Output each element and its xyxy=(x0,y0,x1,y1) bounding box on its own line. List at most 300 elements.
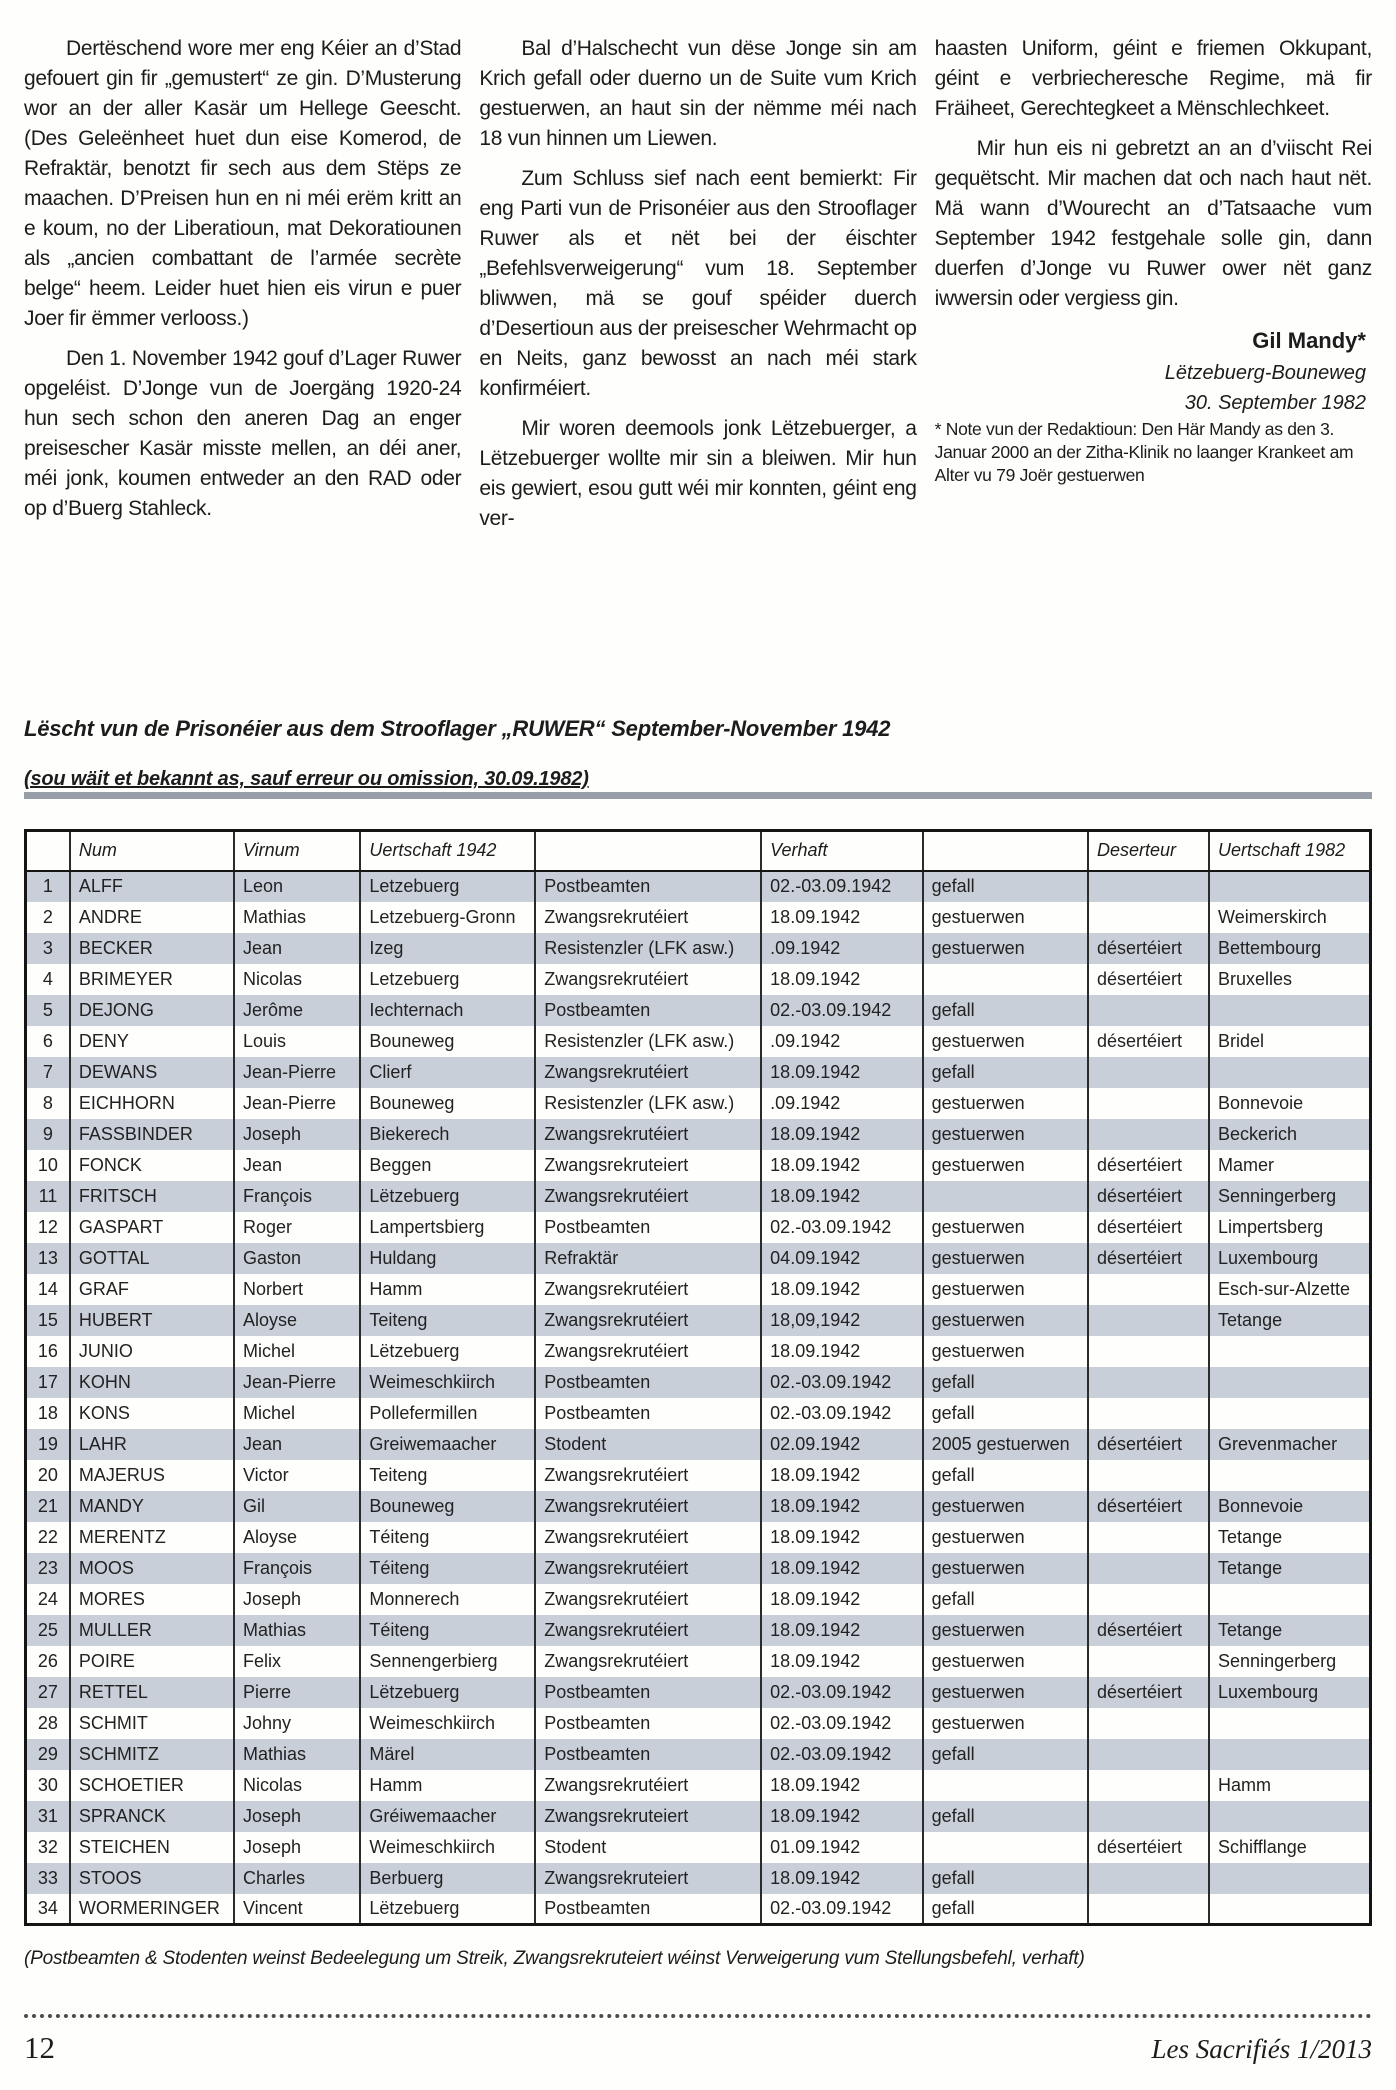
table-cell: Mathias xyxy=(234,1615,360,1646)
table-cell: Tetange xyxy=(1218,1526,1283,1547)
table-cell: Roger xyxy=(234,1212,360,1243)
table-cell: Johny xyxy=(234,1708,360,1739)
table-cell: 18.09.1942 xyxy=(761,1119,922,1150)
signature-block xyxy=(935,324,1366,418)
table-row xyxy=(26,1522,1371,1553)
table-cell: 18.09.1942 xyxy=(761,1584,922,1615)
table-cell: François xyxy=(234,1181,360,1212)
table-cell: GRAF xyxy=(70,1274,234,1305)
table-cell: STEICHEN xyxy=(70,1832,234,1863)
table-cell xyxy=(1209,1460,1370,1491)
author-place: Lëtzebuerg-Bouneweg xyxy=(1164,362,1366,384)
table-cell: 6 xyxy=(26,1026,70,1057)
table-cell: Zwangsrekrutéiert xyxy=(535,964,761,995)
table-cell: WORMERINGER xyxy=(70,1894,234,1925)
table-row xyxy=(26,1181,1371,1212)
article-column-3 xyxy=(935,34,1372,497)
table-cell: gestuerwen xyxy=(923,1553,1088,1584)
table-cell: Michel xyxy=(234,1398,360,1429)
table-cell: Tetange xyxy=(1218,1619,1283,1640)
table-cell: Zwangsrekrutéiert xyxy=(535,1553,761,1584)
table-cell: BECKER xyxy=(70,933,234,964)
table-cell: GASPART xyxy=(70,1212,234,1243)
table-cell xyxy=(1088,871,1209,902)
table-cell: Resistenzler (LFK asw.) xyxy=(535,1026,761,1057)
table-note: (Postbeamten & Stodenten weinst Bedeelegung um Streik, Zwangsrekruteiert wéinst Verweigerung vum Stellungsbefehl, verhaft) xyxy=(24,1948,1085,1969)
table-cell: MERENTZ xyxy=(70,1522,234,1553)
table-cell: Hamm xyxy=(360,1274,535,1305)
table-cell: gefall xyxy=(923,995,1088,1026)
table-cell: Limpertsberg xyxy=(1218,1216,1324,1237)
table-row xyxy=(26,1863,1371,1894)
table-cell: FRITSCH xyxy=(70,1181,234,1212)
table-cell: Zwangsrekrutéiert xyxy=(535,1336,761,1367)
table-cell: Biekerech xyxy=(360,1119,535,1150)
table-cell: 17 xyxy=(26,1367,70,1398)
table-cell xyxy=(1088,1522,1209,1553)
table-cell: 02.-03.09.1942 xyxy=(761,871,922,902)
table-row xyxy=(26,1398,1371,1429)
table-row xyxy=(26,1615,1371,1646)
author-name: Gil Mandy* xyxy=(1252,328,1366,353)
table-row xyxy=(26,1801,1371,1832)
column-header-uertschaft-1982: Uertschaft 1982 xyxy=(1209,831,1370,871)
table-cell: Joseph xyxy=(234,1832,360,1863)
table-cell: Postbeamten xyxy=(535,1739,761,1770)
table-cell: Bouneweg xyxy=(360,1026,535,1057)
article-columns xyxy=(24,34,1372,696)
table-cell: Jean xyxy=(234,1150,360,1181)
table-cell: 9 xyxy=(26,1119,70,1150)
table-row xyxy=(26,1646,1371,1677)
table-cell: 02.-03.09.1942 xyxy=(761,1739,922,1770)
table-cell xyxy=(1088,1708,1209,1739)
table-cell: Zwangsrekrutéiert xyxy=(535,1615,761,1646)
table-cell: Jean-Pierre xyxy=(234,1088,360,1119)
table-cell: Lampertsbierg xyxy=(360,1212,535,1243)
table-cell: désertéiert xyxy=(1088,1026,1209,1057)
table-row xyxy=(26,1770,1371,1801)
table-cell: DEJONG xyxy=(70,995,234,1026)
table-cell: DEWANS xyxy=(70,1057,234,1088)
table-cell: Postbeamten xyxy=(535,1708,761,1739)
table-cell: Postbeamten xyxy=(535,1677,761,1708)
table-cell: Zwangsrekruteiert xyxy=(535,1150,761,1181)
table-cell: gefall xyxy=(923,871,1088,902)
paragraph: Mir woren deemools jonk Lëtzebuerger, a Lëtzebuerger wollte mir sin a bleiwen. Mir hun eis gewiert, esou gutt wéi mir konnten, géint eng ver- xyxy=(479,417,917,530)
table-subtitle: (sou wäit et bekannt as, sauf erreur ou omission, 30.09.1982) xyxy=(24,768,589,790)
table-row xyxy=(26,1894,1371,1925)
table-cell: désertéiert xyxy=(1088,1615,1209,1646)
table-cell: 31 xyxy=(26,1801,70,1832)
table-row xyxy=(26,1708,1371,1739)
table-cell: 4 xyxy=(26,964,70,995)
table-cell: Letzebuerg xyxy=(360,964,535,995)
table-cell xyxy=(923,1181,1088,1212)
table-cell xyxy=(1088,1398,1209,1429)
table-cell: Vincent xyxy=(234,1894,360,1925)
table-cell: gestuerwen xyxy=(923,1119,1088,1150)
table-cell: Norbert xyxy=(234,1274,360,1305)
table-row xyxy=(26,964,1371,995)
table-cell: MAJERUS xyxy=(70,1460,234,1491)
table-cell: Izeg xyxy=(360,933,535,964)
page-footer xyxy=(24,2014,1372,2066)
column-header-uertschaft-1942: Uertschaft 1942 xyxy=(360,831,535,871)
table-cell: Senningerberg xyxy=(1218,1185,1337,1206)
table-cell: Zwangsrekrutéiert xyxy=(535,1491,761,1522)
table-cell: Esch-sur-Alzette xyxy=(1218,1278,1351,1299)
table-row xyxy=(26,1150,1371,1181)
table-cell: Bridel xyxy=(1218,1030,1265,1051)
table-cell: Letzebuerg xyxy=(360,871,535,902)
paragraph: haasten Uniform, géint e friemen Okkupant, géint e verbriecheresche Regime, mä fir Fräiheet, Gerechtegkeet a Mënschlechkeet. xyxy=(934,37,1372,120)
table-cell: POIRE xyxy=(70,1646,234,1677)
table-cell: Postbeamten xyxy=(535,995,761,1026)
table-cell: 18.09.1942 xyxy=(761,1460,922,1491)
table-cell: Zwangsrekrutéiert xyxy=(535,902,761,933)
table-cell: Clierf xyxy=(360,1057,535,1088)
table-cell: Weimeschkiirch xyxy=(360,1832,535,1863)
author-date: 30. September 1982 xyxy=(1184,392,1366,414)
table-cell: Téiteng xyxy=(360,1553,535,1584)
table-cell: MULLER xyxy=(70,1615,234,1646)
table-body xyxy=(26,871,1371,1925)
table-cell: Zwangsrekrutéiert xyxy=(535,1770,761,1801)
table-row xyxy=(26,1491,1371,1522)
table-cell: 19 xyxy=(26,1429,70,1460)
table-cell: 18 xyxy=(26,1398,70,1429)
table-cell: 15 xyxy=(26,1305,70,1336)
table-cell xyxy=(1088,902,1209,933)
table-cell xyxy=(1088,1584,1209,1615)
table-cell: Luxembourg xyxy=(1218,1247,1319,1268)
table-cell: 02.-03.09.1942 xyxy=(761,995,922,1026)
table-cell xyxy=(923,1832,1088,1863)
table-cell: 02.-03.09.1942 xyxy=(761,1894,922,1925)
table-cell: gestuerwen xyxy=(923,1305,1088,1336)
table-cell xyxy=(1088,1770,1209,1801)
table-cell: Gaston xyxy=(234,1243,360,1274)
table-cell: gestuerwen xyxy=(923,1026,1088,1057)
table-cell: Nicolas xyxy=(234,1770,360,1801)
table-cell: Teiteng xyxy=(360,1305,535,1336)
table-cell: RETTEL xyxy=(70,1677,234,1708)
table-cell: 26 xyxy=(26,1646,70,1677)
table-cell: 02.09.1942 xyxy=(761,1429,922,1460)
table-cell: 2005 gestuerwen xyxy=(923,1429,1088,1460)
table-cell: Mamer xyxy=(1218,1154,1275,1175)
table-cell: Bouneweg xyxy=(360,1088,535,1119)
table-cell: Bouneweg xyxy=(360,1491,535,1522)
table-cell xyxy=(1209,1801,1370,1832)
table-cell: Jean-Pierre xyxy=(234,1057,360,1088)
table-row xyxy=(26,1553,1371,1584)
table-cell: Stodent xyxy=(535,1832,761,1863)
table-cell: Bonnevoie xyxy=(1218,1092,1304,1113)
table-row xyxy=(26,1460,1371,1491)
table-cell: Bettembourg xyxy=(1218,937,1322,958)
table-row xyxy=(26,1739,1371,1770)
table-cell: 18.09.1942 xyxy=(761,1770,922,1801)
table-cell: désertéiert xyxy=(1088,1429,1209,1460)
table-cell: 02.-03.09.1942 xyxy=(761,1212,922,1243)
table-cell: gefall xyxy=(923,1863,1088,1894)
table-cell: désertéiert xyxy=(1088,933,1209,964)
table-row xyxy=(26,1026,1371,1057)
table-cell: François xyxy=(234,1553,360,1584)
table-cell: 20 xyxy=(26,1460,70,1491)
table-cell: Luxembourg xyxy=(1218,1681,1319,1702)
table-cell: 10 xyxy=(26,1150,70,1181)
table-cell: MOOS xyxy=(70,1553,234,1584)
table-cell: .09.1942 xyxy=(761,1088,922,1119)
table-cell: Teiteng xyxy=(360,1460,535,1491)
table-cell xyxy=(1209,1398,1370,1429)
table-cell: Gil xyxy=(234,1491,360,1522)
paragraph: Den 1. November 1942 gouf d’Lager Ruwer opgeléist. D’Jonge vun de Joergäng 1920-24 hun sech schon den aneren Dag an enger preisescher Kasär misste mellen, an déi aner, méi jonk, koumen entweder an den RAD oder op d’Buerg Stahleck. xyxy=(24,347,462,520)
table-cell: gefall xyxy=(923,1460,1088,1491)
column-header-blank xyxy=(535,831,761,871)
table-cell xyxy=(1209,1057,1370,1088)
table-cell: Jean-Pierre xyxy=(234,1367,360,1398)
table-row xyxy=(26,902,1371,933)
table-cell: 18.09.1942 xyxy=(761,1615,922,1646)
table-row xyxy=(26,1367,1371,1398)
table-cell: Lëtzebuerg xyxy=(360,1181,535,1212)
table-cell: Zwangsrekrutéiert xyxy=(535,1119,761,1150)
table-cell xyxy=(1088,1088,1209,1119)
table-cell xyxy=(1088,995,1209,1026)
table-row xyxy=(26,1584,1371,1615)
table-title: Lëscht vun de Prisonéier aus dem Strooflager „RUWER“ September-November 1942 xyxy=(24,716,891,741)
table-cell: 12 xyxy=(26,1212,70,1243)
table-cell: Mathias xyxy=(234,902,360,933)
paragraph: Zum Schluss sief nach eent bemierkt: Fir eng Parti vun de Prisonéier aus den Strooflager Ruwer als et nët bei der éischter „Befehlsverweigerung“ vum 18. September bliwwen, mä se gouf spéider duerch d’Desertioun aus der preisescher Wehrmacht op en Neits, ganz bewosst an nach méi stark konfirméiert. xyxy=(479,167,917,400)
table-cell: Lëtzebuerg xyxy=(360,1894,535,1925)
paragraph: Dertëschend wore mer eng Kéier an d’Stad gefouert gin fir „gemustert“ ze gin. D’Musterung wor an der aller Kasär um Hellege Geescht. (Des Geleënheet huet dun eise Komerod, de Refraktär, benotzt fir sech aus dem Stëps ze maachen. D’Preisen hun en ni méi erëm kritt an e koum, no der Liberatioun, mat Dekoratiounen als „ancien combattant de l’armée secrète belge“ heem. Leider huet hien eis virun e puer Joer fir ëmmer verlooss.) xyxy=(24,37,462,330)
table-cell: désertéiert xyxy=(1088,1150,1209,1181)
table-cell: 14 xyxy=(26,1274,70,1305)
table-cell: 18.09.1942 xyxy=(761,1150,922,1181)
table-cell: 21 xyxy=(26,1491,70,1522)
table-cell xyxy=(1209,1863,1370,1894)
table-cell: Greiwemaacher xyxy=(360,1429,535,1460)
table-cell: FASSBINDER xyxy=(70,1119,234,1150)
article-column-2 xyxy=(479,34,916,544)
table-cell: Senningerberg xyxy=(1218,1650,1337,1671)
table-cell: 7 xyxy=(26,1057,70,1088)
table-cell: Resistenzler (LFK asw.) xyxy=(535,933,761,964)
table-cell: désertéiert xyxy=(1088,1832,1209,1863)
table-cell: Zwangsrekruteiert xyxy=(535,1863,761,1894)
table-cell: MANDY xyxy=(70,1491,234,1522)
table-cell: STOOS xyxy=(70,1863,234,1894)
column-header-num: Num xyxy=(70,831,234,871)
table-cell xyxy=(1209,1708,1370,1739)
table-cell: Gréiwemaacher xyxy=(360,1801,535,1832)
table-cell: Téiteng xyxy=(360,1615,535,1646)
table-cell: gestuerwen xyxy=(923,902,1088,933)
table-cell: désertéiert xyxy=(1088,1212,1209,1243)
table-cell: .09.1942 xyxy=(761,1026,922,1057)
table-cell: Sennengerbierg xyxy=(360,1646,535,1677)
table-cell: gestuerwen xyxy=(923,1336,1088,1367)
table-cell: 30 xyxy=(26,1770,70,1801)
article-column-1 xyxy=(24,34,461,534)
table-cell: Bonnevoie xyxy=(1218,1495,1304,1516)
table-cell: KOHN xyxy=(70,1367,234,1398)
table-cell xyxy=(1088,1460,1209,1491)
page-number: 12 xyxy=(24,2030,55,2065)
table-cell: 27 xyxy=(26,1677,70,1708)
table-cell: Postbeamten xyxy=(535,1367,761,1398)
table-cell: Postbeamten xyxy=(535,1398,761,1429)
table-cell: 16 xyxy=(26,1336,70,1367)
table-cell: 2 xyxy=(26,902,70,933)
table-cell: 02.-03.09.1942 xyxy=(761,1398,922,1429)
table-cell: ALFF xyxy=(70,871,234,902)
table-cell: 18.09.1942 xyxy=(761,1181,922,1212)
table-cell: Bruxelles xyxy=(1218,968,1293,989)
table-cell: Mathias xyxy=(234,1739,360,1770)
table-cell: 5 xyxy=(26,995,70,1026)
table-cell: 18.09.1942 xyxy=(761,1491,922,1522)
table-cell: 02.-03.09.1942 xyxy=(761,1367,922,1398)
table-cell xyxy=(1088,1305,1209,1336)
journal-title: Les Sacrifiés 1/2013 xyxy=(1151,2034,1372,2064)
table-cell: gefall xyxy=(923,1739,1088,1770)
table-cell: Joseph xyxy=(234,1801,360,1832)
table-cell: Téiteng xyxy=(360,1522,535,1553)
table-cell: Jerôme xyxy=(234,995,360,1026)
table-cell: Beggen xyxy=(360,1150,535,1181)
table-cell: BRIMEYER xyxy=(70,964,234,995)
table-cell: 18.09.1942 xyxy=(761,1863,922,1894)
table-cell: Zwangsrekrutéiert xyxy=(535,1584,761,1615)
table-cell: Aloyse xyxy=(234,1305,360,1336)
table-cell: gefall xyxy=(923,1057,1088,1088)
table-cell: KONS xyxy=(70,1398,234,1429)
table-cell: Iechternach xyxy=(360,995,535,1026)
table-cell: 34 xyxy=(26,1894,70,1925)
table-cell: Pollefermillen xyxy=(360,1398,535,1429)
table-cell: Leon xyxy=(234,871,360,902)
column-header-blank xyxy=(923,831,1088,871)
table-row xyxy=(26,1119,1371,1150)
table-cell: Weimeschkiirch xyxy=(360,1708,535,1739)
table-cell: 28 xyxy=(26,1708,70,1739)
table-cell: 18.09.1942 xyxy=(761,1553,922,1584)
table-cell xyxy=(1088,1119,1209,1150)
table-cell: gefall xyxy=(923,1398,1088,1429)
table-cell: 11 xyxy=(26,1181,70,1212)
table-row xyxy=(26,1274,1371,1305)
table-cell xyxy=(1088,1274,1209,1305)
table-cell: gefall xyxy=(923,1894,1088,1925)
table-cell: Refraktär xyxy=(535,1243,761,1274)
table-cell: Berbuerg xyxy=(360,1863,535,1894)
table-cell: HUBERT xyxy=(70,1305,234,1336)
table-row xyxy=(26,1243,1371,1274)
table-cell: gestuerwen xyxy=(923,1491,1088,1522)
table-cell: JUNIO xyxy=(70,1336,234,1367)
table-cell: Nicolas xyxy=(234,964,360,995)
table-cell xyxy=(1088,1057,1209,1088)
table-cell: Hamm xyxy=(1218,1774,1272,1795)
table-cell: Aloyse xyxy=(234,1522,360,1553)
table-cell: 02.-03.09.1942 xyxy=(761,1708,922,1739)
table-cell: 1 xyxy=(26,871,70,902)
column-header-blank xyxy=(26,831,70,871)
table-cell: Beckerich xyxy=(1218,1123,1298,1144)
table-row xyxy=(26,1336,1371,1367)
table-cell xyxy=(1088,1863,1209,1894)
table-cell: 18.09.1942 xyxy=(761,902,922,933)
table-cell: Grevenmacher xyxy=(1218,1433,1338,1454)
table-cell: Tetange xyxy=(1218,1557,1283,1578)
table-cell: désertéiert xyxy=(1088,964,1209,995)
table-cell xyxy=(1209,995,1370,1026)
table-cell: 02.-03.09.1942 xyxy=(761,1677,922,1708)
table-row xyxy=(26,933,1371,964)
table-cell: Zwangsrekrutéiert xyxy=(535,1274,761,1305)
table-cell: Michel xyxy=(234,1336,360,1367)
table-cell: gestuerwen xyxy=(923,1615,1088,1646)
table-cell: 01.09.1942 xyxy=(761,1832,922,1863)
table-cell: 18.09.1942 xyxy=(761,1801,922,1832)
table-cell: Stodent xyxy=(535,1429,761,1460)
table-cell: GOTTAL xyxy=(70,1243,234,1274)
table-cell: SPRANCK xyxy=(70,1801,234,1832)
table-cell: 8 xyxy=(26,1088,70,1119)
table-cell: gestuerwen xyxy=(923,1243,1088,1274)
table-cell xyxy=(1088,1367,1209,1398)
table-subtitle-rule xyxy=(24,768,1372,799)
table-cell: Zwangsrekrutéiert xyxy=(535,1305,761,1336)
table-cell: 18.09.1942 xyxy=(761,1646,922,1677)
table-cell xyxy=(923,964,1088,995)
table-cell: 33 xyxy=(26,1863,70,1894)
table-cell: gestuerwen xyxy=(923,1646,1088,1677)
prisoner-table xyxy=(24,829,1372,1926)
table-cell xyxy=(1209,1367,1370,1398)
table-cell: 18.09.1942 xyxy=(761,1274,922,1305)
table-cell: gestuerwen xyxy=(923,1708,1088,1739)
table-cell: 23 xyxy=(26,1553,70,1584)
table-cell: SCHMIT xyxy=(70,1708,234,1739)
table-cell: ANDRE xyxy=(70,902,234,933)
table-cell: Lëtzebuerg xyxy=(360,1677,535,1708)
table-cell: gefall xyxy=(923,1584,1088,1615)
table-cell xyxy=(1209,1584,1370,1615)
table-cell: 25 xyxy=(26,1615,70,1646)
table-cell: gefall xyxy=(923,1801,1088,1832)
table-cell: Zwangsrekrutéiert xyxy=(535,1646,761,1677)
table-cell: Hamm xyxy=(360,1770,535,1801)
table-row xyxy=(26,995,1371,1026)
table-cell xyxy=(1088,1801,1209,1832)
table-row xyxy=(26,1057,1371,1088)
column-header-deserteur: Deserteur xyxy=(1088,831,1209,871)
table-cell: désertéiert xyxy=(1088,1677,1209,1708)
table-cell: Felix xyxy=(234,1646,360,1677)
table-cell: gestuerwen xyxy=(923,1088,1088,1119)
table-cell: .09.1942 xyxy=(761,933,922,964)
table-cell: 18.09.1942 xyxy=(761,964,922,995)
table-cell: 18,09,1942 xyxy=(761,1305,922,1336)
paragraph: Mir hun eis ni gebretzt an an d’viischt Rei gequëtscht. Mir machen dat och nach haut nët. Mä wann d’Wourecht an d’Tatsaache vum September 1942 festgehale solle gin, dann duerfen d’Jonge vu Ruwer ower nët ganz iwwersin oder vergiess gin. xyxy=(934,137,1372,310)
